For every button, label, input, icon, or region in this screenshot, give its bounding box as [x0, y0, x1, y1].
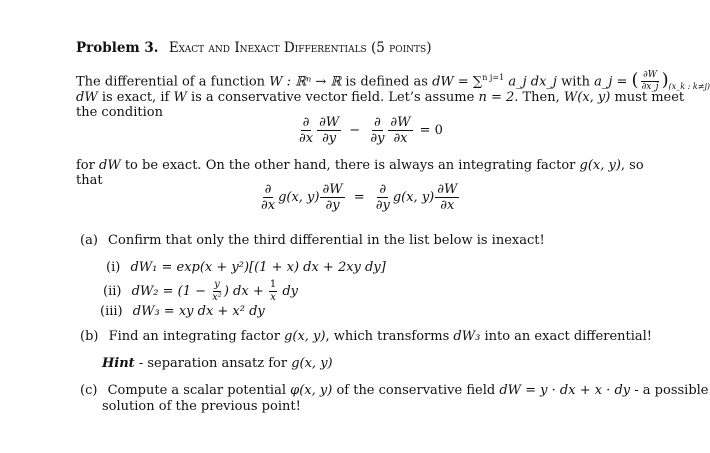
frac-den: ∂y — [325, 198, 340, 213]
item-math: dW₂ = (1 − — [131, 284, 211, 299]
item-label: (i) — [106, 260, 121, 275]
minus-sign: − — [349, 123, 361, 138]
frac-dW-dx — [388, 116, 412, 145]
item-math: dW₃ = xy dx + x² dy — [132, 304, 265, 319]
frac-dW-dy — [317, 116, 341, 145]
partial-subscript: (x_k : k≠j) — [668, 81, 710, 91]
intro-text: to be exact. On the other hand, there is always an integrating factor — [120, 158, 580, 173]
frac-d-dy — [368, 116, 386, 145]
intro-text: The differential of a function — [76, 74, 270, 90]
item-iii — [100, 304, 265, 320]
part-text: - a possible — [630, 383, 709, 398]
frac-den: ∂y — [322, 131, 337, 146]
paren-open: ( — [631, 69, 639, 91]
paren-close: ) — [661, 69, 669, 91]
part-a — [80, 233, 545, 249]
intro-text: with — [556, 74, 595, 90]
part-text: Find an integrating factor — [108, 329, 285, 344]
frac-den: ∂x_j — [641, 82, 659, 93]
intro-math: W(x, y) — [563, 90, 611, 105]
frac-den: ∂y — [370, 131, 385, 146]
frac-num: ∂ — [264, 182, 272, 197]
integrating-equation — [258, 183, 460, 212]
intro-text: is exact, if — [97, 90, 174, 105]
intro-text: is a conservative vector field. Let’s assume — [186, 90, 479, 105]
frac-num: ∂W — [643, 70, 658, 81]
intro-math: dW — [76, 90, 98, 105]
item-label: (iii) — [100, 304, 123, 319]
part-math: dW = y · dx + x · dy — [499, 383, 631, 398]
intro-text: , so — [620, 158, 644, 173]
intro-line-2 — [76, 90, 684, 106]
frac-num: ∂W — [390, 115, 411, 130]
hint-math: g(x, y) — [291, 356, 333, 371]
problem-label: Problem 3. — [76, 40, 159, 56]
frac-den: ∂y — [375, 198, 390, 213]
g-factor: g(x, y) — [392, 190, 435, 205]
part-c — [80, 383, 709, 399]
intro-math: g(x, y) — [579, 158, 621, 173]
intro-text: . Then, — [514, 90, 564, 105]
item-fraction — [269, 280, 277, 303]
frac-den: ∂x — [299, 131, 314, 146]
problem-title: Exact and Inexact Differentials (5 points) — [168, 40, 432, 56]
intro-text: is defined as — [341, 74, 433, 90]
item-i — [106, 260, 386, 276]
intro-math: n = 2 — [478, 90, 515, 105]
sum-limits: n j=1 — [482, 73, 505, 82]
equals-sign: = — [353, 190, 365, 205]
frac-num: 1 — [269, 279, 277, 290]
intro-math: W — [173, 90, 187, 105]
frac-den: x² — [212, 292, 222, 303]
frac-den: ∂x — [393, 131, 408, 146]
intro-domain: W : ℝⁿ → ℝ — [269, 74, 342, 90]
part-c-line-2: solution of the previous point! — [102, 399, 301, 414]
hint-label: Hint — [102, 356, 135, 371]
frac-den: ∂x — [440, 198, 455, 213]
equals-zero: = 0 — [419, 123, 443, 138]
part-math: dW₃ — [453, 329, 481, 344]
integrating-line-2: that — [76, 173, 103, 188]
frac-den: ∂x — [261, 198, 276, 213]
hint-line — [102, 356, 333, 372]
item-label: (ii) — [103, 284, 122, 299]
part-text: , which transforms — [325, 329, 454, 344]
intro-text: must meet — [610, 90, 685, 105]
part-math: g(x, y) — [284, 329, 326, 344]
g-factor: g(x, y) — [278, 190, 320, 205]
item-math: dW₁ = exp(x + y²)[(1 + x) dx + 2xy dy] — [130, 260, 386, 275]
frac-num: ∂W — [319, 115, 340, 130]
intro-text: for — [76, 158, 99, 173]
part-text: into an exact differential! — [480, 329, 653, 344]
frac-num: ∂W — [437, 182, 458, 197]
condition-equation — [296, 116, 443, 145]
frac-num: ∂ — [374, 115, 381, 130]
part-label: (c) — [80, 383, 98, 398]
frac-dW-dx — [435, 183, 459, 212]
hint-text: - separation ansatz for — [134, 356, 292, 371]
intro-math: dW — [99, 158, 121, 173]
part-math: φ(x, y) — [290, 383, 333, 398]
frac-den: x — [270, 292, 276, 303]
frac-d-dy — [374, 183, 392, 212]
intro-sum-tail: a_j dx_j — [508, 74, 557, 90]
frac-num: ∂W — [322, 182, 343, 197]
item-math: ) dx + — [223, 284, 268, 299]
item-ii — [103, 280, 298, 303]
part-label: (b) — [80, 329, 99, 344]
part-text: Compute a scalar potential — [107, 383, 291, 398]
frac-d-dx — [297, 116, 315, 145]
intro-sum: dW = ∑ — [432, 74, 483, 90]
part-b — [80, 329, 652, 345]
item-fraction — [211, 280, 223, 303]
frac-num: ∂ — [379, 182, 387, 197]
frac-num: ∂ — [302, 115, 310, 130]
frac-num: y — [214, 279, 220, 290]
problem-heading — [76, 40, 431, 56]
part-label: (a) — [80, 233, 98, 248]
intro-line-3: the condition — [76, 105, 163, 120]
integrating-line-1 — [76, 158, 644, 174]
frac-dW-dy — [320, 183, 344, 212]
part-text: of the conservative field — [332, 383, 500, 398]
frac-d-dx — [259, 183, 277, 212]
item-math: dy — [278, 284, 299, 299]
part-text: Confirm that only the third differential in the list below is inexact! — [108, 233, 545, 248]
intro-aj: a_j = — [594, 74, 632, 90]
